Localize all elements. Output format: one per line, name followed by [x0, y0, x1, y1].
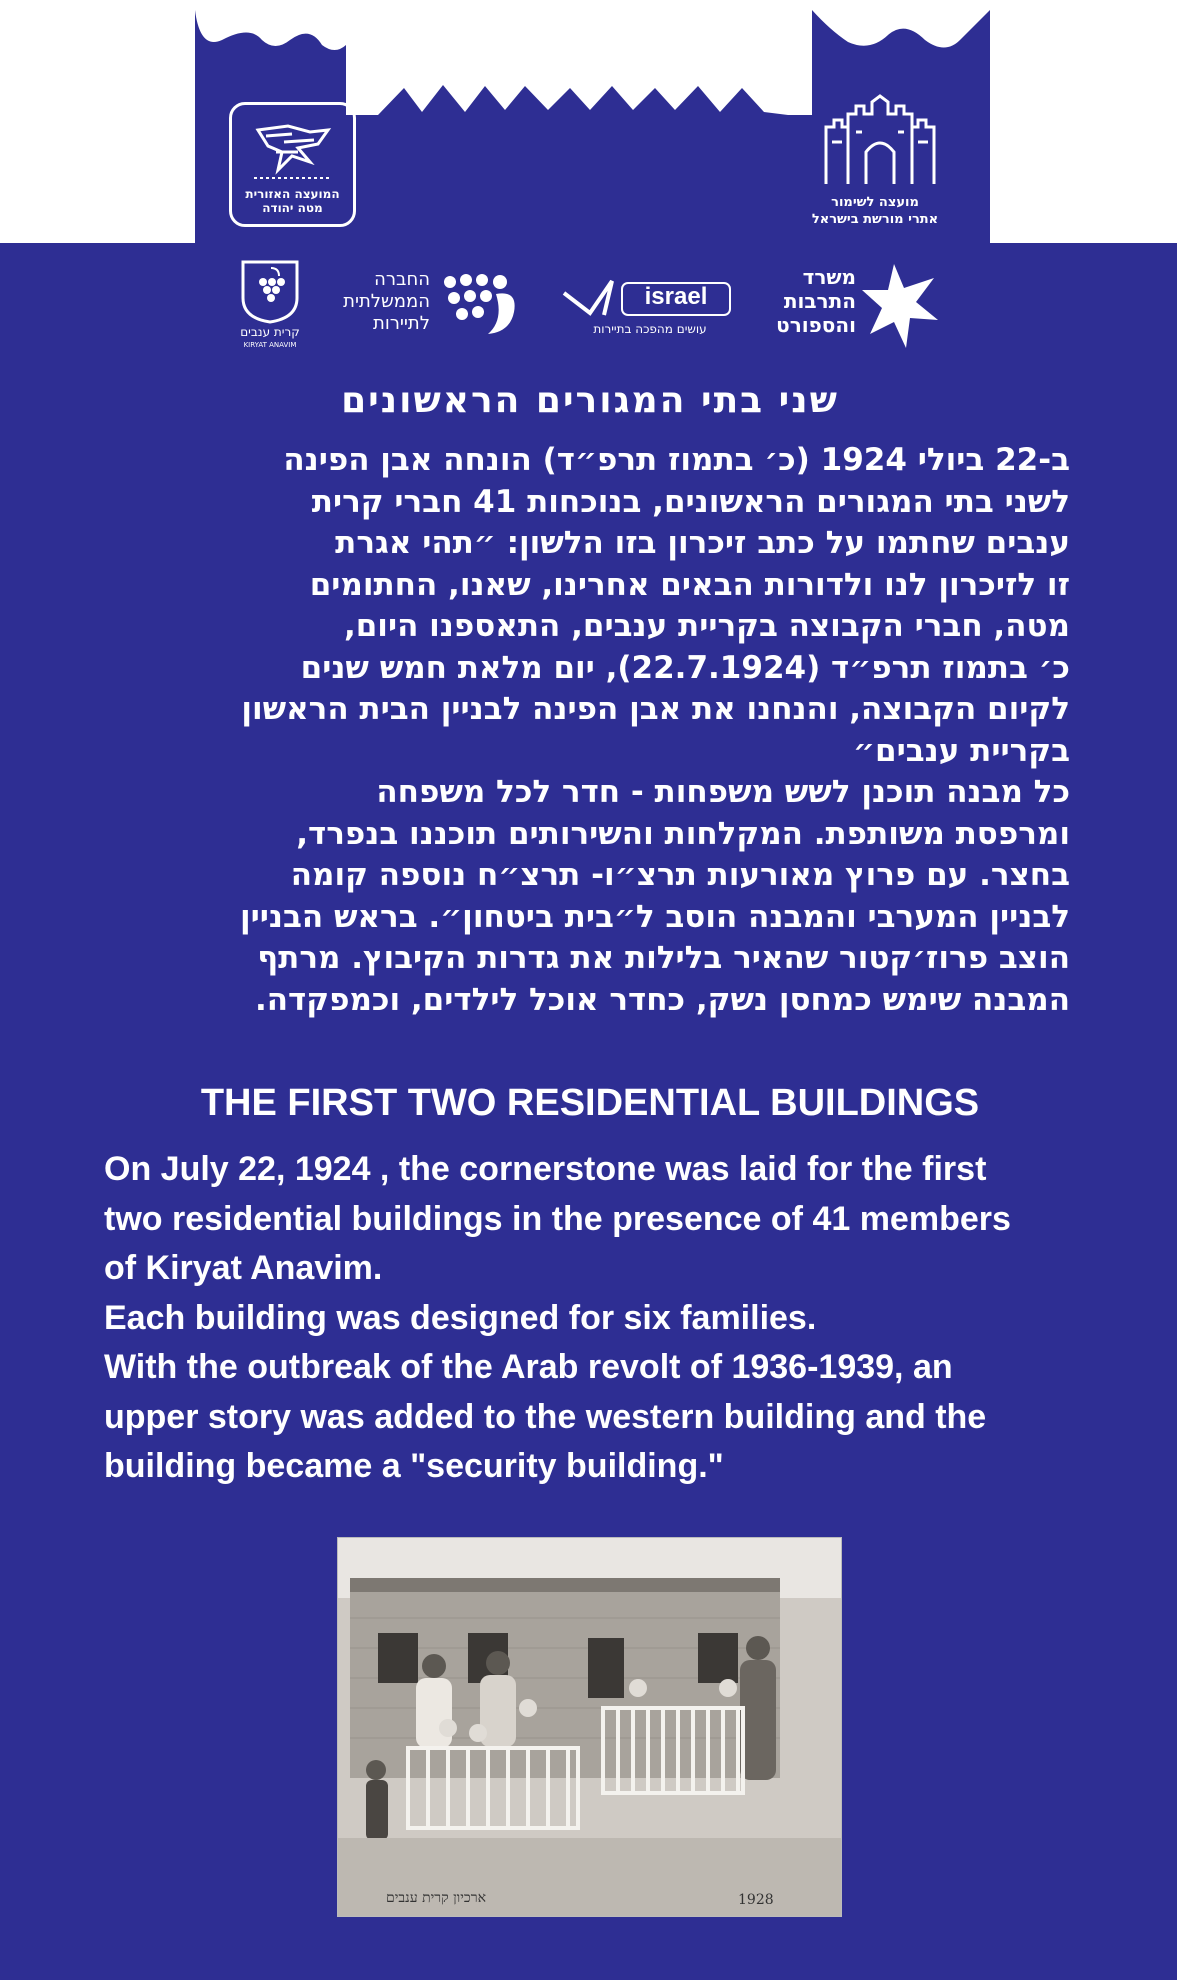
culture-ministry-line-1: משרד	[802, 265, 856, 289]
hebrew-line: הוצב פרוז׳קטור שהאיר בלילות את גדרות הקיבוץ. מרתף	[257, 940, 1070, 976]
israel-tourism-word: israel	[644, 283, 708, 310]
hebrew-line: כל מבנה תוכנן לשש משפחות - חדר לכל משפחה	[376, 774, 1070, 810]
kiryat-anavim-caption-he: קרית ענבים	[240, 325, 300, 339]
culture-ministry-line-2: התרבות	[783, 289, 856, 313]
hebrew-body	[95, 440, 1070, 1021]
photo-year: 1928	[738, 1892, 774, 1908]
mate-yehuda-caption: המועצה האזורית מטה יהודה	[245, 187, 340, 216]
hebrew-line: לבניין המערבי והמבנה הוסב ל״בית ביטחון״. בראש הבניין	[240, 898, 1070, 935]
photo-scene	[338, 1538, 841, 1916]
english-line: upper story was added to the western building and the	[104, 1397, 987, 1436]
english-line: building became a "security building."	[104, 1447, 724, 1485]
hebrew-line: לקיום הקבוצה, והנחנו את אבן הפינה לבניין הבית הראשון	[241, 691, 1070, 727]
kiryat-anavim-logo	[235, 258, 305, 348]
tourism-company-line-3: לתיירות	[372, 313, 430, 334]
hebrew-line: ענבים שחתמו על כתב זיכרון בזו הלשון: ״תהי אגרת	[335, 525, 1070, 561]
hebrew-line: ומרפסת משותפת. המקלחות והשירותים תוכננו בנפרד,	[296, 815, 1070, 852]
israel-tourism-slogan: עושים מהפכה בתיירות	[593, 322, 707, 336]
english-line: On July 22, 1924 , the cornerstone was laid for the first	[104, 1150, 987, 1188]
hebrew-line: המבנה שימש כמחסן נשק, כחדר אוכל לילדים, וכמפקדה.	[254, 981, 1070, 1018]
hebrew-line: זו לזיכרון לנו ולדורות הבאים אחרינו, שאנו, החתומים	[309, 566, 1070, 603]
hebrew-line: לשני בתי המגורים הראשונים, בנוכחות 41 חברי קרית	[311, 483, 1070, 520]
tourism-company-line-1: החברה	[374, 269, 430, 290]
english-line: two residential buildings in the presence of 41 members	[104, 1199, 1011, 1238]
israel-tourism-logo	[560, 275, 740, 345]
english-body	[104, 1145, 1089, 1492]
kiryat-anavim-caption-en: KIRYAT ANAVIM	[243, 341, 297, 349]
hebrew-title: שני בתי המגורים הראשונים	[341, 380, 839, 421]
heritage-council-caption-1: מועצה לשימור	[831, 195, 919, 210]
castle-gate-icon	[820, 92, 940, 187]
hebrew-line: ב-22 ביולי 1924 (כ׳ בתמוז תרפ״ד) הונחה אבן הפינה	[283, 442, 1070, 478]
english-line: of Kiryat Anavim.	[104, 1249, 383, 1287]
star-splash-icon	[860, 260, 940, 350]
tourism-company-logo	[320, 268, 530, 348]
hebrew-line: בקריית ענבים״	[853, 732, 1070, 769]
grape-cluster-icon	[239, 258, 301, 324]
heritage-council-logo	[795, 92, 955, 232]
culture-ministry-line-3: והספורט	[776, 313, 856, 337]
english-line: Each building was designed for six families.	[104, 1298, 817, 1337]
historical-photo	[337, 1537, 842, 1917]
heritage-council-caption-2: אתרי מורשת בישראל	[811, 212, 939, 227]
hebrew-line: מטה, חברי הקבוצה בקריית ענבים, התאספנו היום,	[343, 608, 1070, 644]
mate-yehuda-logo	[229, 102, 356, 227]
english-title: THE FIRST TWO RESIDENTIAL BUILDINGS	[200, 1082, 980, 1124]
plough-emblem-icon	[248, 122, 338, 184]
tourism-company-line-2: הממשלתית	[343, 291, 430, 312]
english-line: With the outbreak of the Arab revolt of 1936-1939, an	[104, 1348, 953, 1386]
culture-ministry-logo	[768, 260, 943, 352]
hebrew-line: בחצר. עם פרוץ מאורעות תרצ״ו- תרצ״ח נוספה קומה	[290, 857, 1070, 893]
photo-archive-caption: ארכיון קרית ענבים	[386, 1890, 487, 1906]
heart-dots-icon	[438, 272, 520, 338]
hebrew-line: כ׳ בתמוז תרפ״ד (22.7.1924), יום מלאת חמש שנים	[300, 649, 1070, 686]
